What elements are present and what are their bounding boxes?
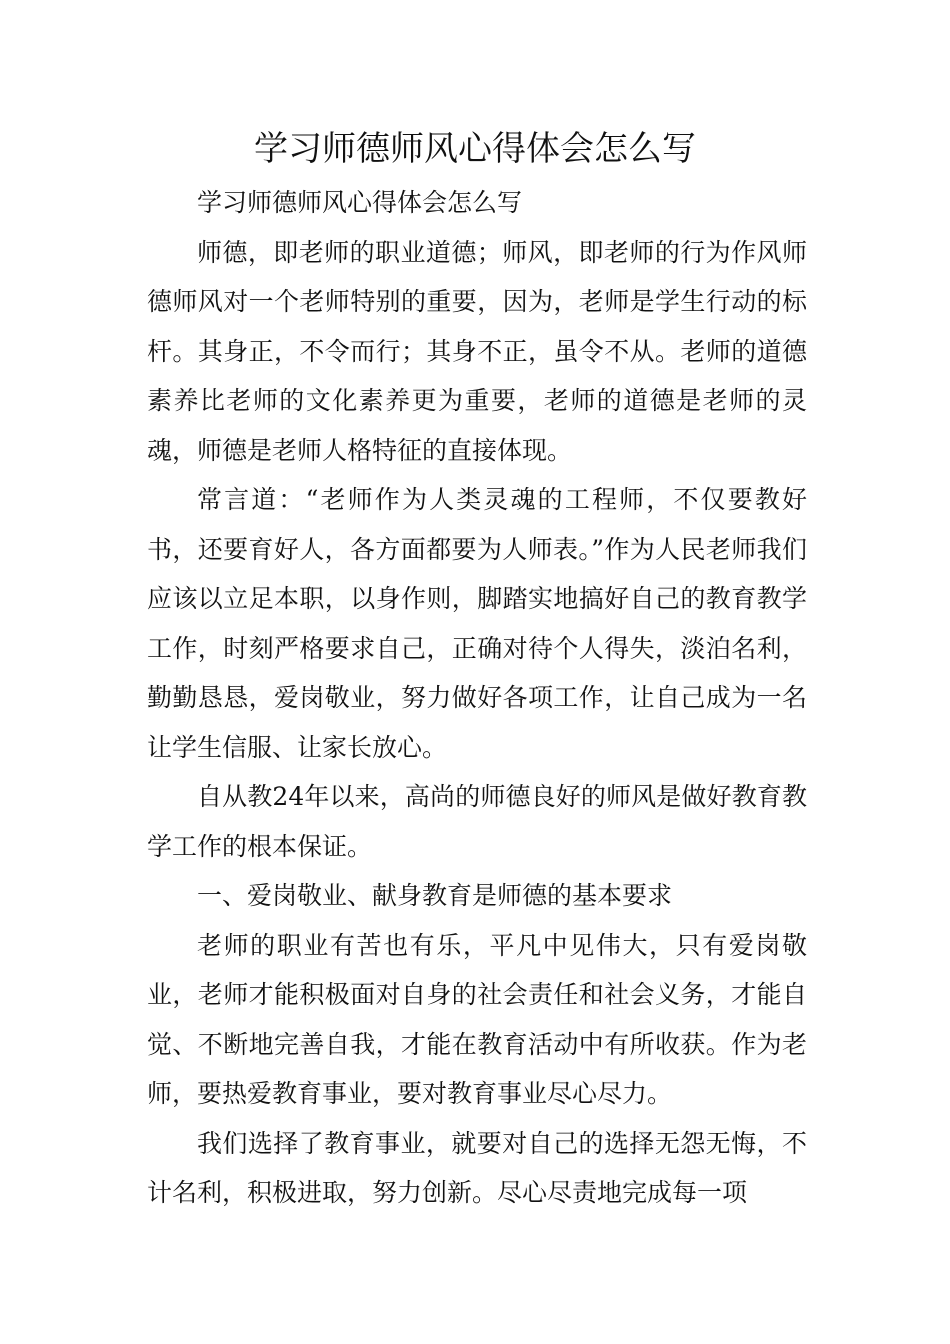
document-body (147, 178, 807, 1218)
paragraph: 师德，即老师的职业道德；师风，即老师的行为作风师德师风对一个老师特别的重要，因为，老师是学生行动的标杆。其身正，不令而行；其身不正，虽令不从。老师的道德素养比老师的文化素养更为重要，老师的道德是老师的灵魂，师德是老师人格特征的直接体现。 (147, 237, 807, 465)
paragraph: 自从教24年以来，高尚的师德良好的师风是做好教育教学工作的根本保证。 (147, 782, 807, 861)
paragraph-subtitle: 学习师德师风心得体会怎么写 (197, 188, 523, 217)
document-title: 学习师德师风心得体会怎么写 (254, 129, 696, 169)
section-heading: 一、爱岗敬业、献身教育是师德的基本要求 (197, 881, 673, 910)
paragraph: 老师的职业有苦也有乐，平凡中见伟大，只有爱岗敬业，老师才能积极面对自身的社会责任和社会义务，才能自觉、不断地完善自我，才能在教育活动中有所收获。作为老师，要热爱教育事业，要对教育事业尽心尽力。 (147, 930, 807, 1108)
paragraph: 常言道：“老师作为人类灵魂的工程师，不仅要教好书，还要育好人，各方面都要为人师表。”作为人民老师我们应该以立足本职，以身作则，脚踏实地搞好自己的教育教学工作，时刻严格要求自己，正确对待个人得失，淡泊名利，勤勤恳恳，爱岗敬业，努力做好各项工作，让自己成为一名让学生信服、让家长放心。 (147, 485, 807, 762)
paragraph: 我们选择了教育事业，就要对自己的选择无怨无悔，不计名利，积极进取，努力创新。尽心尽责地完成每一项 (147, 1128, 807, 1207)
